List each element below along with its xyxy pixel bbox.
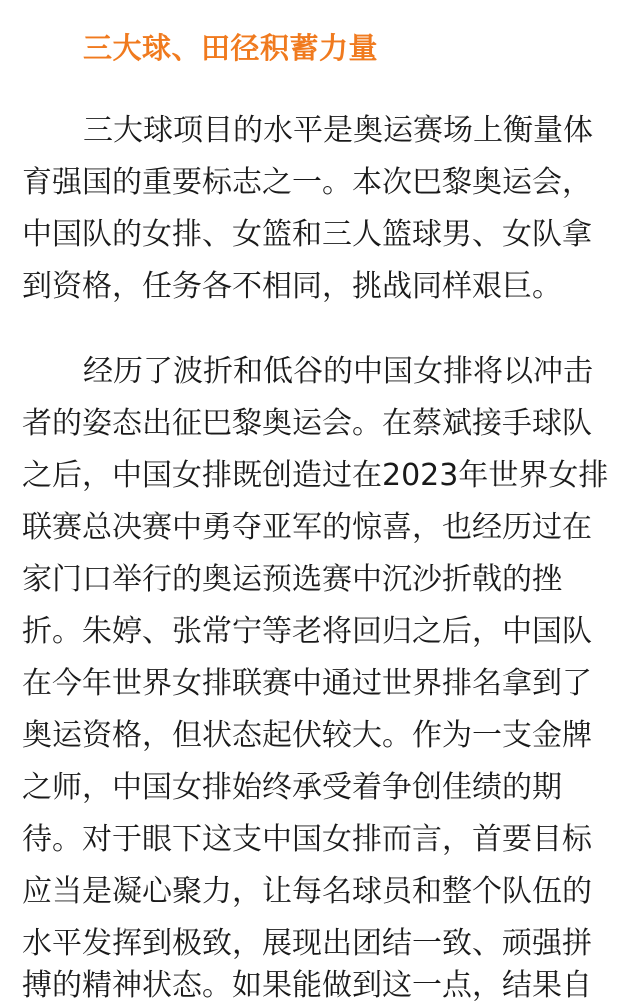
paragraph-2-line-7: 在今年世界女排联赛中通过世界排名拿到了 bbox=[22, 666, 592, 701]
paragraph-2-line-3: 之后，中国女排既创造过在2023年世界女排 bbox=[22, 458, 609, 493]
paragraph-2-line-13: 搏的精神状态。如果能做到这一点，结果自 bbox=[22, 968, 592, 1003]
paragraph-2-line-11: 应当是凝心聚力，让每名球员和整个队伍的 bbox=[22, 874, 592, 909]
paragraph-2-line-9: 之师，中国女排始终承受着争创佳绩的期 bbox=[22, 770, 562, 805]
paragraph-1-line-4: 到资格，任务各不相同，挑战同样艰巨。 bbox=[22, 269, 562, 304]
paragraph-2-line-6: 折。朱婷、张常宁等老将回归之后，中国队 bbox=[22, 614, 592, 649]
paragraph-2-line-4: 联赛总决赛中勇夺亚军的惊喜，也经历过在 bbox=[22, 510, 592, 545]
paragraph-2-line-8: 奥运资格，但状态起伏较大。作为一支金牌 bbox=[22, 718, 592, 753]
paragraph-1-line-2: 育强国的重要标志之一。本次巴黎奥运会， bbox=[22, 165, 592, 200]
paragraph-1-line-1: 三大球项目的水平是奥运赛场上衡量体 bbox=[83, 113, 593, 148]
paragraph-1-line-3: 中国队的女排、女篮和三人篮球男、女队拿 bbox=[22, 217, 592, 252]
paragraph-2-line-2: 者的姿态出征巴黎奥运会。在蔡斌接手球队 bbox=[22, 406, 592, 441]
section-heading: 三大球、田径积蓄力量 bbox=[83, 31, 379, 65]
paragraph-2-line-5: 家门口举行的奥运预选赛中沉沙折戟的挫 bbox=[22, 562, 562, 597]
paragraph-2-line-12: 水平发挥到极致，展现出团结一致、顽强拼 bbox=[22, 926, 592, 961]
paragraph-2-line-10: 待。对于眼下这支中国女排而言，首要目标 bbox=[22, 822, 592, 857]
paragraph-2-line-1: 经历了波折和低谷的中国女排将以冲击 bbox=[83, 354, 593, 389]
